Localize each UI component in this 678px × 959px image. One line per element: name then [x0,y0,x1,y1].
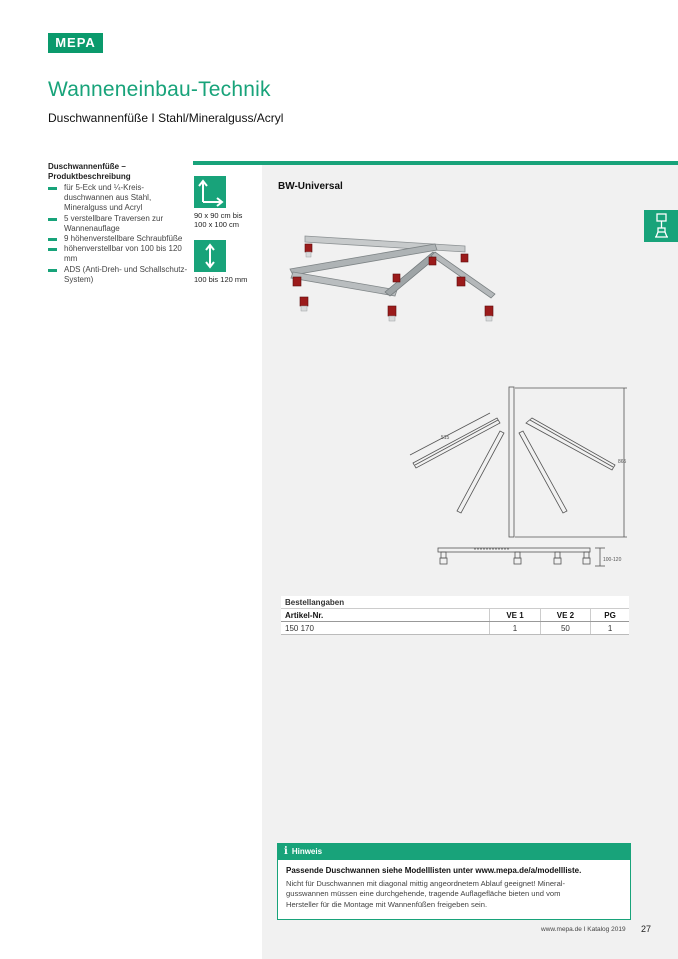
bullet-icon [48,187,57,190]
page-title: Wanneneinbau-Technik [48,78,271,101]
description-title: Duschwannenfüße – Produktbeschreibung [48,162,131,181]
dimension-label-right: 865 [618,459,627,465]
dimension-label-top: 515 [441,435,450,441]
mepa-logo: MEPA [48,33,103,53]
hint-header: i Hinweis [278,844,630,860]
table-cell: 150 170 [281,622,490,635]
section-divider [193,161,678,165]
table-title-row [281,596,629,609]
bullet-icon [48,248,57,251]
bullet-icon [48,218,57,221]
dimension-label-height: 100-120 [603,557,622,563]
height-caption: 100 bis 120 mm [194,275,248,284]
page-subtitle: Duschwannenfüße I Stahl/Mineralguss/Acryl [48,111,284,125]
table-cell: 1 [490,622,540,635]
page-number: 27 [641,924,652,934]
info-icon: i [284,846,288,857]
hint-bold-text: Passende Duschwannen siehe Modelllisten unter www.mepa.de/a/modellliste. [286,866,582,875]
product-name: BW-Universal [278,181,343,192]
footer-text: www.mepa.de I Katalog 2019 [541,926,626,933]
table-title: Bestellangaben [281,596,629,609]
bullet-icon [48,238,57,241]
list-item: 5 verstellbare Traversen zur Wannenauflage [48,214,188,234]
hint-box [277,843,631,920]
technical-drawing [405,383,635,583]
list-item: 9 höhenverstellbare Schraubfüße [48,234,188,244]
vertical-arrow-icon [194,240,226,272]
section-tab-icon [644,210,678,242]
table-row [281,622,629,635]
product-photo [285,222,507,332]
column-header: VE 1 [490,609,540,622]
bullet-icon [48,269,57,272]
table-cell: 50 [540,622,590,635]
order-table [281,596,629,635]
size-caption: 90 x 90 cm bis 100 x 100 cm [194,211,243,229]
arrows-corner-icon [194,176,226,208]
rail [290,236,495,298]
column-header: Artikel-Nr. [281,609,490,622]
column-header: PG [591,609,629,622]
list-item: ADS (Anti-Dreh- und Schallschutz-System) [48,265,188,285]
list-item: für 5-Eck und ¼-Kreis-duschwannen aus Stahl, Mineralguss und Acryl [48,183,188,214]
foot [305,244,312,252]
table-cell: 1 [591,622,629,635]
list-item: höhenverstellbar von 100 bis 120 mm [48,244,188,264]
table-header-row [281,609,629,622]
description-list [48,183,188,285]
hint-text: Nicht für Duschwannen mit diagonal mittig angeordnetem Ablauf geeignet! Mineral- gusswannen müssen eine durchgehende, tragende Auflagefläche bieten und vom Hersteller für die Montage mit Wannenfüßen freigeben sein. [286,879,566,909]
column-header: VE 2 [540,609,590,622]
